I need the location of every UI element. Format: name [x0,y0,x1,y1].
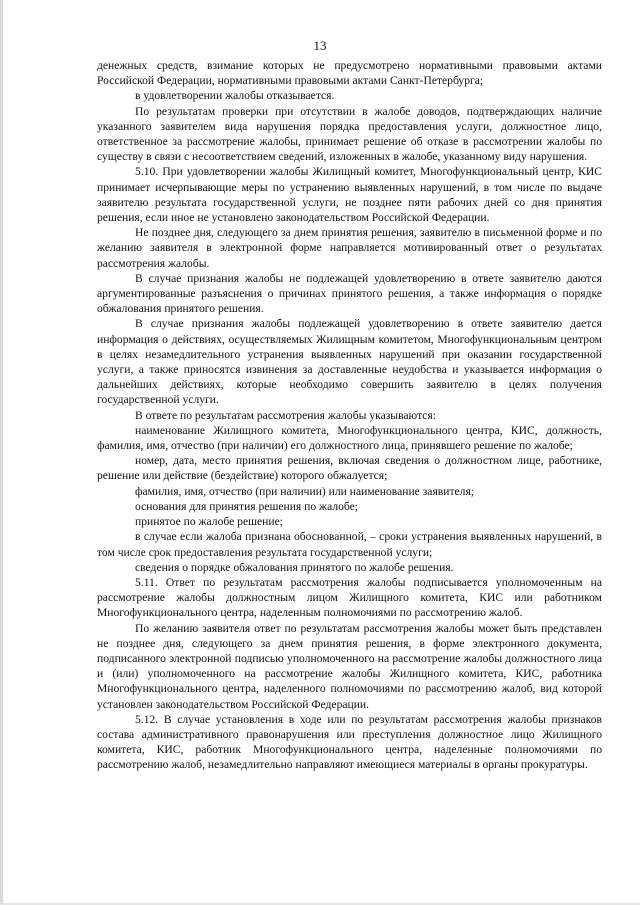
paragraph: наименование Жилищного комитета, Многофункционального центра, КИС, должность, фамилия, имя, отчество (при наличии) его должностного лица, принявшего решение по жалобе; [97,423,602,453]
paragraph: в удовлетворении жалобы отказывается. [135,89,335,103]
paragraph: По результатам проверки при отсутствии в жалобе доводов, подтверждающих наличие указанного заявителем вида нарушения порядка предоставления услуги, должностное лицо, ответственное за рассмотрение жалобы, принимает решение об отказе в рассмотрении жалобы по существу в связи с несоответствием сведений, изложенных в жалобе, указанному виду нарушения. [97,104,602,164]
paragraph: принятое по жалобе решение; [135,515,283,529]
paragraph: В случае признания жалобы не подлежащей удовлетворению в ответе заявителю даются аргументированные разъяснения о причинах принятого решения, а также информация о порядке обжалования принятого решения. [97,271,602,316]
paragraph: Не позднее дня, следующего за днем принятия решения, заявителю в письменной форме и по желанию заявителя в электронной форме направляется мотивированный ответ о результатах рассмотрения жалобы. [97,226,602,270]
paragraph: 5.11. Ответ по результатам рассмотрения жалобы подписывается уполномоченным на рассмотрение жалобы должностным лицом Жилищного комитета, КИС или работником Многофункционального центра, наделенным полномочиями по рассмотрению жалоб. [97,575,602,620]
paragraph: в случае если жалоба признана обоснованной, – сроки устранения выявленных нарушений, в том числе срок предоставления результата государственной услуги; [97,530,602,559]
paragraph: В случае признания жалобы подлежащей удовлетворению в ответе заявителю дается информация о действиях, осуществляемых Жилищным комитетом, Многофункциональным центром в целях незамедлительного устранения выявленных нарушений при оказании государственной услуги, а также приносятся извинения за доставленные неудобства и указывается информация о дальнейших действиях, которые необходимо совершить заявителю в целях получения государственной услуги. [97,317,602,407]
paragraph: фамилия, имя, отчество (при наличии) или наименование заявителя; [135,484,475,498]
paragraph: 5.10. При удовлетворении жалобы Жилищный комитет, Многофункциональный центр, КИС принимает исчерпывающие меры по устранению выявленных нарушений, в том числе по выдаче заявителю результата государственной услуги, не позднее пяти рабочих дней со дня принятия решения, если иное не установлено законодательством Российской Федерации. [97,165,602,225]
scan-left-edge [0,0,3,905]
paragraph: 5.12. В случае установления в ходе или по результатам рассмотрения жалобы признаков состава административного правонарушения или преступления должностное лицо Жилищного комитета, КИС, работник Многофункционального центра, наделенные полномочиями по рассмотрению жалоб, незамедлительно направляют имеющиеся материалы в органы прокуратуры. [97,712,602,772]
paragraph: В ответе по результатам рассмотрения жалобы указываются: [135,408,436,422]
paragraph: номер, дата, место принятия решения, включая сведения о должностном лице, работнике, решение или действие (бездействие) которого обжалуется; [97,454,602,483]
paragraph: сведения о порядке обжалования принятого по жалобе решения. [135,560,454,574]
paragraph: По желанию заявителя ответ по результатам рассмотрения жалобы может быть представлен не позднее дня, следующего за днем принятия решения, в форме электронного документа, подписанного электронной подписью уполномоченного на рассмотрение жалобы должностного лица и (или) уполномоченного на рассмотрение жалобы Жилищного комитета, КИС, работника Многофункционального центра, наделенного полномочиями по рассмотрению жалоб, вид которой установлен законодательством Российской Федерации. [97,621,602,711]
page-number: 13 [313,38,327,53]
document-body [97,58,602,773]
paragraph: основания для принятия решения по жалобе; [135,499,359,513]
paragraph: денежных средств, взимание которых не предусмотрено нормативными правовыми актами Российской Федерации, нормативными правовыми актами Санкт-Петербурга; [97,59,602,88]
